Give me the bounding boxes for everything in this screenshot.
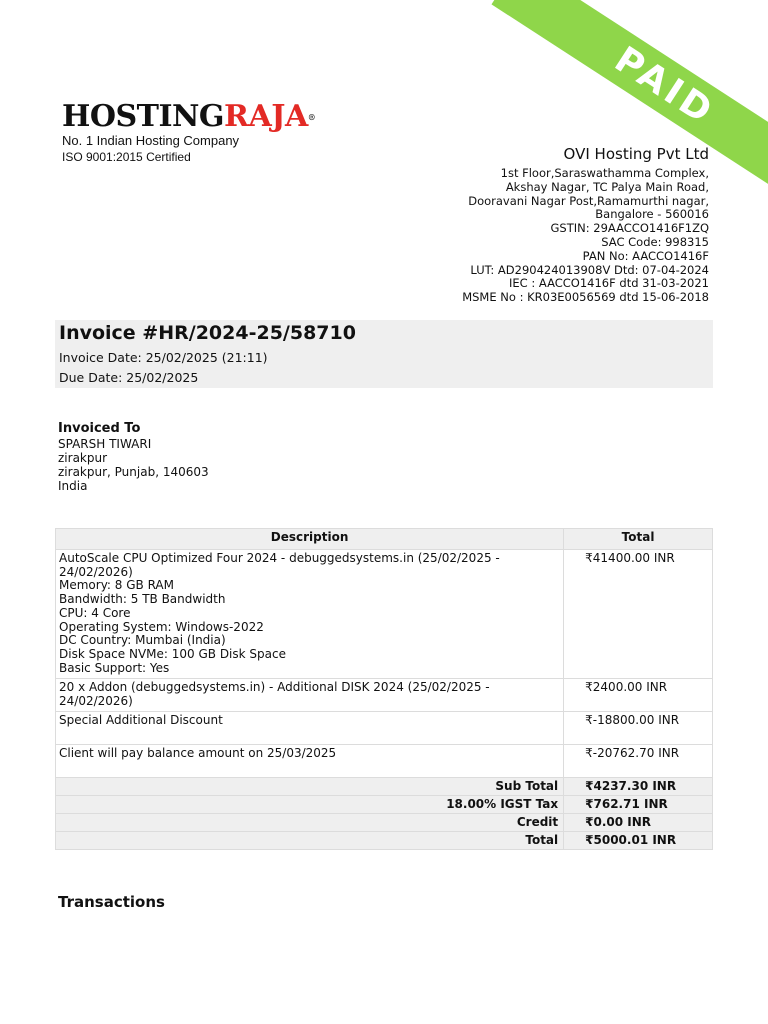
summary-row-total <box>56 832 713 850</box>
company-gstin: GSTIN: 29AACCO1416F1ZQ <box>550 221 709 236</box>
logo-tagline: No. 1 Indian Hosting Company <box>62 133 240 148</box>
summary-label: Credit <box>56 814 564 832</box>
company-sac-code: SAC Code: 998315 <box>601 234 709 249</box>
invoice-header <box>55 320 713 388</box>
company-address-line: Akshay Nagar, TC Palya Main Road, <box>505 179 709 194</box>
item-description-line: DC Country: Mumbai (India) <box>59 633 226 648</box>
logo-wordmark-part2: RAJA <box>224 99 308 134</box>
item-description-line: Basic Support: Yes <box>59 660 170 675</box>
summary-row-credit <box>56 814 713 832</box>
table-row <box>56 712 713 745</box>
company-logo <box>62 100 332 164</box>
client-country: India <box>58 479 88 493</box>
invoice-items-table <box>55 528 713 850</box>
table-header-row <box>56 529 713 550</box>
summary-value: ₹762.71 INR <box>564 796 713 814</box>
table-row <box>56 679 713 712</box>
summary-label: Sub Total <box>56 778 564 796</box>
item-total: ₹2400.00 INR <box>564 679 713 712</box>
description-header: Description <box>56 529 564 550</box>
table-row <box>56 745 713 778</box>
company-name: OVI Hosting Pvt Ltd <box>563 145 709 163</box>
item-description-line: CPU: 4 Core <box>59 605 131 620</box>
total-header: Total <box>564 529 713 550</box>
summary-row-subtotal <box>56 778 713 796</box>
logo-wordmark-part1: HOSTING <box>62 99 225 134</box>
due-date: Due Date: 25/02/2025 <box>59 370 199 385</box>
summary-label: 18.00% IGST Tax <box>56 796 564 814</box>
summary-value: ₹0.00 INR <box>564 814 713 832</box>
company-address-line: Bangalore - 560016 <box>595 207 709 222</box>
item-description-line: Memory: 8 GB RAM <box>59 578 174 593</box>
company-msme: MSME No : KR03E0056569 dtd 15-06-2018 <box>462 290 709 305</box>
summary-label: Total <box>56 832 564 850</box>
client-address-line: zirakpur, Punjab, 140603 <box>58 465 209 479</box>
paid-stamp-text: PAID <box>607 38 723 134</box>
item-description: 20 x Addon (debuggedsystems.in) - Additional DISK 2024 (25/02/2025 - 24/02/2026) <box>56 679 564 712</box>
registered-mark: ® <box>307 112 316 122</box>
summary-row-tax <box>56 796 713 814</box>
item-total: ₹41400.00 INR <box>564 550 713 679</box>
item-description: Special Additional Discount <box>56 712 564 745</box>
company-lut: LUT: AD290424013908V Dtd: 07-04-2024 <box>470 262 709 277</box>
item-total: ₹-18800.00 INR <box>564 712 713 745</box>
table-row <box>56 550 713 679</box>
invoice-title: Invoice #HR/2024-25/58710 <box>59 322 356 344</box>
company-details <box>462 145 709 305</box>
logo-certification: ISO 9001:2015 Certified <box>62 150 191 164</box>
invoiced-to <box>58 422 209 493</box>
summary-value: ₹4237.30 INR <box>564 778 713 796</box>
item-description-line: Disk Space NVMe: 100 GB Disk Space <box>59 646 286 661</box>
company-address-line: 1st Floor,Saraswathamma Complex, <box>500 166 709 180</box>
item-description-line: Operating System: Windows-2022 <box>59 619 264 634</box>
item-total: ₹-20762.70 INR <box>564 745 713 778</box>
company-address-line: Dooravani Nagar Post,Ramamurthi nagar, <box>468 193 709 208</box>
item-description-line: Bandwidth: 5 TB Bandwidth <box>59 592 226 607</box>
logo-wordmark <box>62 100 332 134</box>
item-description <box>56 550 564 679</box>
company-pan: PAN No: AACCO1416F <box>582 248 709 263</box>
client-address-line: zirakpur <box>58 451 108 465</box>
summary-value: ₹5000.01 INR <box>564 832 713 850</box>
item-description: Client will pay balance amount on 25/03/2025 <box>56 745 564 778</box>
invoice-date: Invoice Date: 25/02/2025 (21:11) <box>59 350 268 365</box>
invoiced-to-heading: Invoiced To <box>58 421 141 436</box>
client-name: SPARSH TIWARI <box>58 437 152 451</box>
company-iec: IEC : AACCO1416F dtd 31-03-2021 <box>509 276 709 291</box>
item-description-line: AutoScale CPU Optimized Four 2024 - debuggedsystems.in (25/02/2025 - 24/02/2026) <box>59 551 500 579</box>
transactions-heading: Transactions <box>58 893 165 911</box>
